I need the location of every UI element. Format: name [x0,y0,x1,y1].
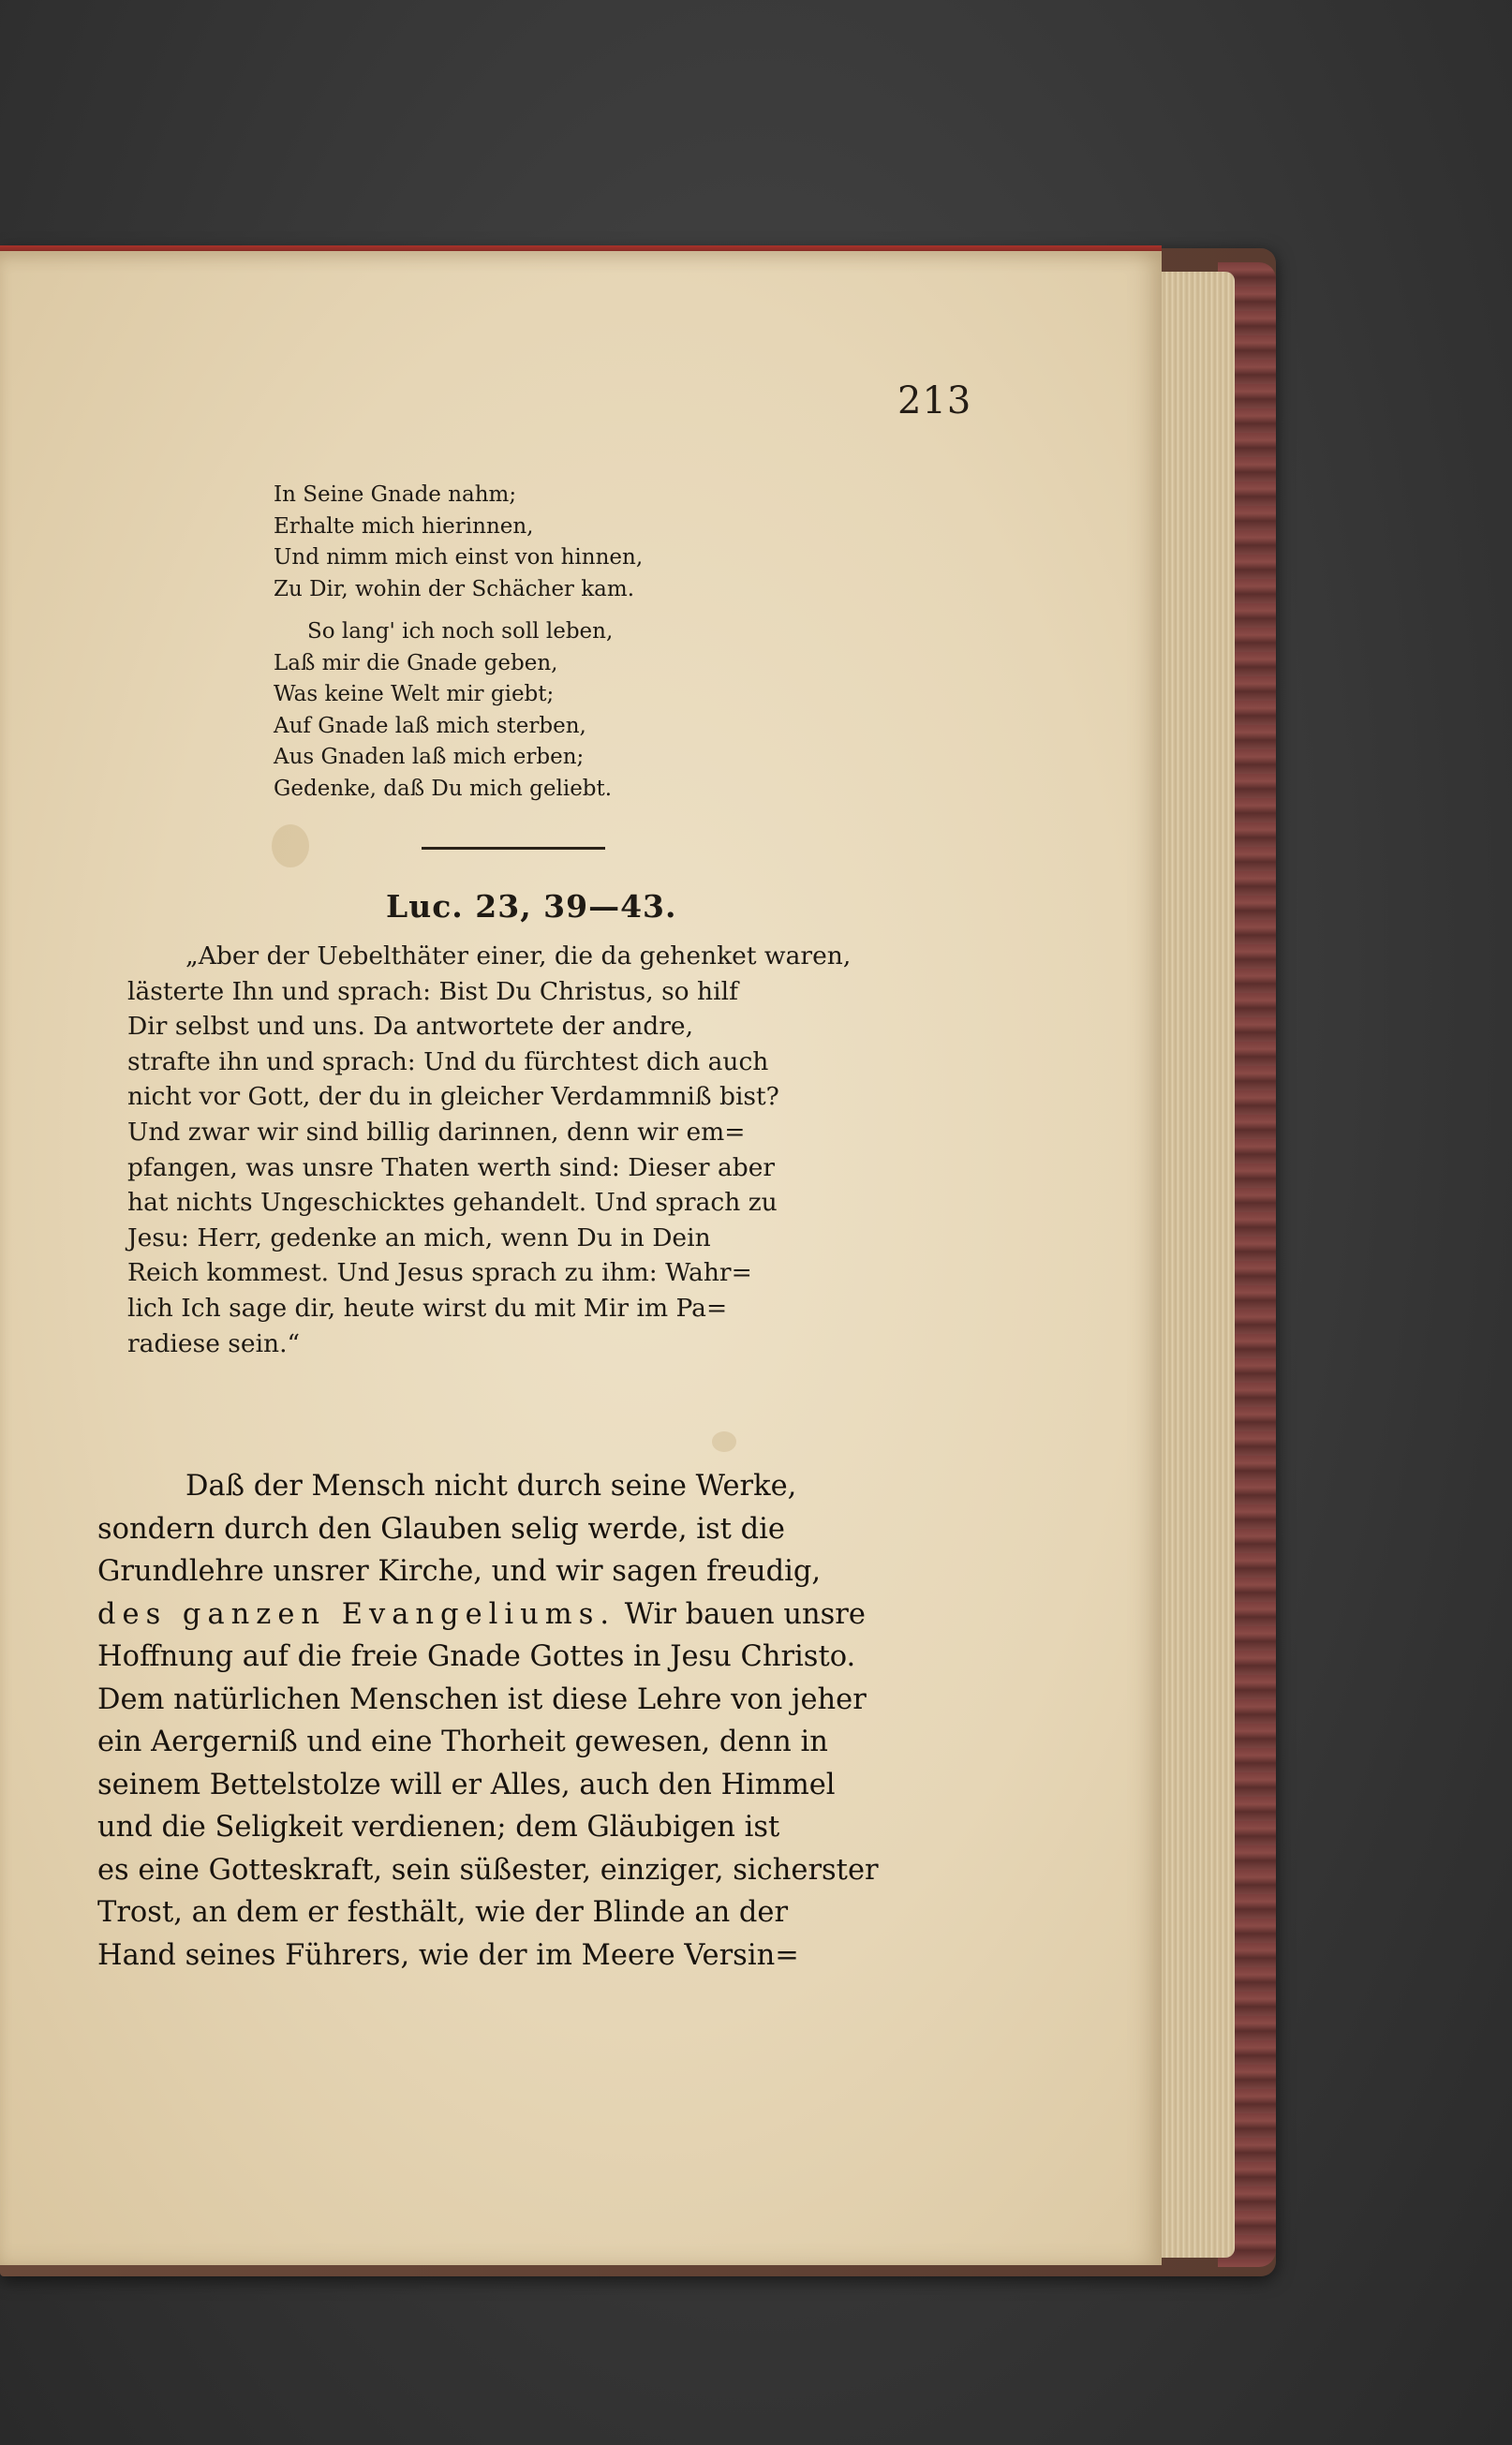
body-line: Dem natürlichen Menschen ist diese Lehre von jeher [97,1682,867,1716]
body-line: Grundlehre unsrer Kirche, und wir sagen freudig, [97,1555,822,1588]
body-line: seinem Bettelstolze will er Alles, auch den Himmel [97,1768,836,1801]
quote-line: Reich kommest. Und Jesus sprach zu ihm: Wahr= [127,1258,752,1288]
quote-line: Dir selbst und uns. Da antwortete der andre, [127,1012,694,1042]
quote-line: lich Ich sage dir, heute wirst du mit Mir im Pa= [127,1293,728,1323]
verse-line: Erhalte mich hierinnen, [274,513,534,539]
verse-line: Aus Gnaden laß mich erben; [274,745,585,769]
quote-line: Und zwar wir sind billig darinnen, denn wir em= [127,1117,746,1147]
verse-line: So lang' ich noch soll leben, [307,619,614,644]
verse-line: Gedenke, daß Du mich geliebt. [274,776,613,801]
body-line: Daß der Mensch nicht durch seine Werke, [185,1470,797,1503]
verse-line: Und nimm mich einst von hinnen, [274,545,644,570]
emphasized-text: des ganzen Evangeliums. [97,1597,616,1631]
quote-line: „Aber der Uebelthäter einer, die da gehenket waren, [185,941,852,971]
body-line: ein Aergerniß und eine Thorheit gewesen, denn in [97,1726,828,1758]
page-edges [1150,272,1235,2258]
verse-line: In Seine Gnade nahm; [274,482,517,507]
page-number: 213 [897,379,972,422]
paper-stain [712,1431,736,1452]
quote-line: strafte ihn und sprach: Und du fürchtest dich auch [127,1046,769,1076]
verse-line: Zu Dir, wohin der Schächer kam. [274,576,635,601]
hymn-verse-continuation [274,480,761,605]
quote-line: hat nichts Ungeschicktes gehandelt. Und sprach zu [127,1188,778,1218]
body-line: Trost, an dem er festhält, wie der Blinde an der [97,1896,789,1929]
hymn-verse [274,616,761,805]
verse-line: Was keine Welt mir giebt; [274,682,555,706]
body-text: Wir bauen unsre [615,1597,866,1631]
verse-line: Laß mir die Gnade geben, [274,650,558,675]
body-line: es eine Gotteskraft, sein süßester, einziger, sicherster [97,1853,879,1887]
quote-line: pfangen, was unsre Thaten werth sind: Dieser aber [127,1152,776,1182]
paper-stain [272,824,309,867]
verse-line: Auf Gnade laß mich sterben, [274,713,586,738]
section-divider [422,847,605,850]
body-line [97,1593,978,1637]
quote-line: Jesu: Herr, gedenke an mich, wenn Du in Dein [127,1222,711,1252]
quote-line: lästerte Ihn und sprach: Bist Du Christus, so hilf [127,976,738,1006]
body-line: Hand seines Führers, wie der im Meere Versin= [97,1938,799,1972]
body-line: Hoffnung auf die freie Gnade Gottes in Jesu Christo. [97,1640,856,1673]
quote-line: radiese sein.“ [127,1328,301,1358]
body-line: sondern durch den Glauben selig werde, ist die [97,1512,785,1546]
body-paragraph [97,1465,978,1977]
body-line: und die Seligkeit verdienen; dem Gläubigen ist [97,1811,780,1844]
scripture-quote [127,939,971,1361]
scripture-reference: Luc. 23, 39—43. [386,888,677,925]
quote-line: nicht vor Gott, der du in gleicher Verdammniß bist? [127,1082,779,1112]
